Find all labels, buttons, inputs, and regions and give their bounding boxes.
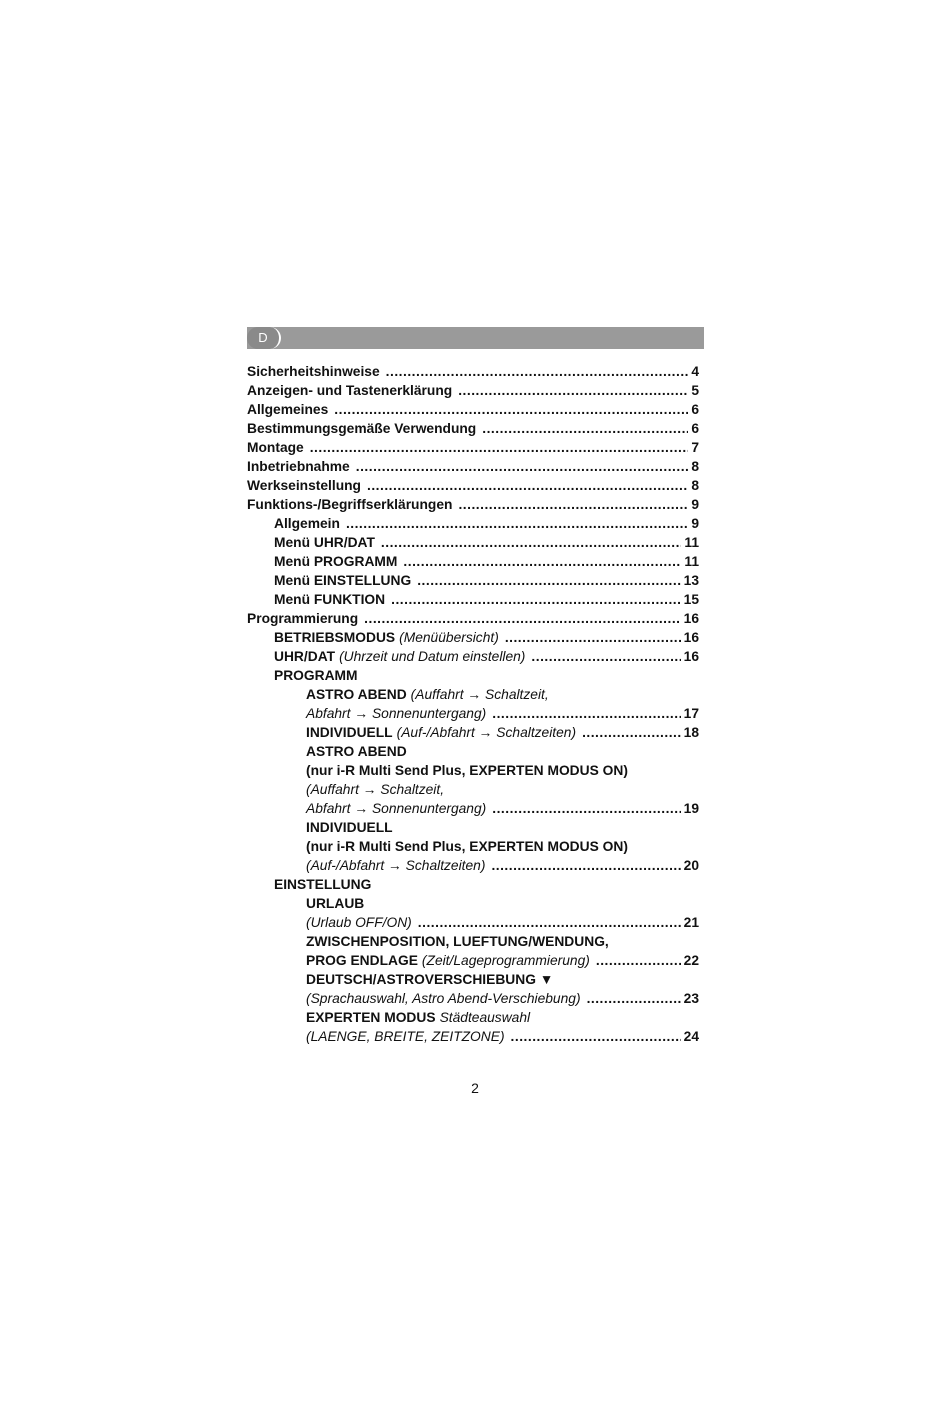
toc-page-number: 24 xyxy=(683,1029,699,1044)
toc-entry-subtitle: (Auffahrt → Schaltzeit, xyxy=(410,687,549,702)
toc-page-number: 19 xyxy=(683,801,699,816)
toc-entry-title: Bestimmungsgemäße Verwendung xyxy=(247,421,477,436)
toc-leader-dots xyxy=(596,951,681,970)
toc-page-number: 15 xyxy=(683,592,699,607)
toc-page-number: 22 xyxy=(683,953,699,968)
toc-entry-title: EINSTELLUNG xyxy=(274,877,372,892)
toc-page-number: 18 xyxy=(683,725,699,740)
toc-entry[interactable] xyxy=(247,1027,699,1046)
toc-entry[interactable] xyxy=(247,438,699,457)
toc-leader-dots xyxy=(458,495,688,514)
toc-leader-dots xyxy=(587,989,681,1008)
toc-leader-dots xyxy=(417,571,680,590)
toc-leader-dots xyxy=(531,647,680,666)
toc-entry[interactable] xyxy=(247,989,699,1008)
toc-entry-title: INDIVIDUELL xyxy=(306,725,393,740)
toc-leader-dots xyxy=(346,514,688,533)
toc-entry-subtitle: (Auf-/Abfahrt → Schaltzeiten) xyxy=(306,858,486,873)
toc-page-number: 9 xyxy=(691,497,699,512)
toc-entry-subtitle: (Urlaub OFF/ON) xyxy=(306,915,412,930)
toc-entry-subtitle: (Menüübersicht) xyxy=(399,630,499,645)
toc-entry[interactable] xyxy=(247,381,699,400)
toc-leader-dots xyxy=(381,533,681,552)
toc-entry-title: PROGRAMM xyxy=(274,668,358,683)
toc-entry-title: ASTRO ABEND xyxy=(306,744,407,759)
toc-entry-title: Menü UHR/DAT xyxy=(274,535,375,550)
toc-entry-title: Funktions-/Begriffserklärungen xyxy=(247,497,453,512)
toc-page-number: 16 xyxy=(683,649,699,664)
toc-page-number: 11 xyxy=(684,554,699,569)
toc-page-number: 17 xyxy=(683,706,699,721)
toc-entry-subtitle: (Auf-/Abfahrt → Schaltzeiten) xyxy=(396,725,577,740)
language-tab: D xyxy=(247,327,281,349)
toc-leader-dots xyxy=(334,400,688,419)
toc-entry[interactable] xyxy=(247,818,699,837)
toc-page-number: 20 xyxy=(683,858,699,873)
toc-entry[interactable] xyxy=(247,514,699,533)
toc-entry-subtitle: Städteauswahl xyxy=(439,1010,531,1025)
toc-leader-dots xyxy=(418,913,681,932)
toc-entry-title: (nur i-R Multi Send Plus, EXPERTEN MODUS ON) xyxy=(306,839,628,854)
toc-entry-title: ASTRO ABEND xyxy=(306,687,407,702)
toc-entry[interactable] xyxy=(247,533,699,552)
toc-leader-dots xyxy=(492,704,680,723)
toc-leader-dots xyxy=(386,362,689,381)
toc-entry-title: Werkseinstellung xyxy=(247,478,361,493)
toc-entry-title: UHR/DAT xyxy=(274,649,336,664)
toc-entry[interactable] xyxy=(247,457,699,476)
toc-entry[interactable] xyxy=(247,647,699,666)
toc-entry-title: Menü FUNKTION xyxy=(274,592,386,607)
toc-entry[interactable] xyxy=(247,571,699,590)
toc-entry[interactable] xyxy=(247,742,699,761)
toc-entry[interactable] xyxy=(247,856,699,875)
toc-entry[interactable] xyxy=(247,970,699,989)
toc-leader-dots xyxy=(364,609,680,628)
toc-entry[interactable] xyxy=(247,685,699,704)
toc-entry-title: Menü PROGRAMM xyxy=(274,554,398,569)
toc-entry-subtitle: (Sprachauswahl, Astro Abend-Verschiebung) xyxy=(306,991,581,1006)
toc-entry-title: Montage xyxy=(247,440,304,455)
toc-entry[interactable] xyxy=(247,799,699,818)
page-number: 2 xyxy=(471,1080,479,1096)
toc-page-number: 5 xyxy=(691,383,699,398)
toc-leader-dots xyxy=(403,552,681,571)
toc-page-number: 16 xyxy=(683,611,699,626)
toc-entry[interactable] xyxy=(247,590,699,609)
toc-entry-title: Anzeigen- und Tastenerklärung xyxy=(247,383,453,398)
toc-entry-title: (nur i-R Multi Send Plus, EXPERTEN MODUS ON) xyxy=(306,763,628,778)
toc-leader-dots xyxy=(492,799,680,818)
toc-page-number: 9 xyxy=(691,516,699,531)
toc-page-number: 23 xyxy=(683,991,699,1006)
toc-entry-title: DEUTSCH/ASTROVERSCHIEBUNG ▼ xyxy=(306,972,554,987)
toc-leader-dots xyxy=(356,457,689,476)
toc-page-number: 6 xyxy=(691,421,699,436)
toc-entry[interactable] xyxy=(247,894,699,913)
section-header-bar xyxy=(247,327,704,349)
toc-page-number: 6 xyxy=(691,402,699,417)
toc-entry-title: Sicherheitshinweise xyxy=(247,364,380,379)
toc-entry[interactable] xyxy=(247,476,699,495)
toc-leader-dots xyxy=(310,438,689,457)
toc-entry-title: BETRIEBSMODUS xyxy=(274,630,396,645)
toc-leader-dots xyxy=(491,856,680,875)
toc-page-number: 16 xyxy=(683,630,699,645)
toc-entry-subtitle: (Uhrzeit und Datum einstellen) xyxy=(339,649,526,664)
toc-leader-dots xyxy=(367,476,688,495)
toc-entry[interactable] xyxy=(247,951,699,970)
toc-entry[interactable] xyxy=(247,780,699,799)
toc-entry[interactable] xyxy=(247,932,699,951)
toc-entry[interactable] xyxy=(247,913,699,932)
toc-entry-subtitle: Abfahrt → Sonnenuntergang) xyxy=(306,706,487,721)
toc-page-number: 21 xyxy=(683,915,699,930)
toc-entry-title: INDIVIDUELL xyxy=(306,820,393,835)
toc-entry[interactable] xyxy=(247,837,699,856)
toc-entry[interactable] xyxy=(247,362,699,381)
toc-entry-subtitle: (LAENGE, BREITE, ZEITZONE) xyxy=(306,1029,505,1044)
toc-entry-title: Menü EINSTELLUNG xyxy=(274,573,412,588)
toc-entry[interactable] xyxy=(247,400,699,419)
toc-leader-dots xyxy=(482,419,688,438)
toc-leader-dots xyxy=(511,1027,681,1046)
toc-entry-subtitle: (Zeit/Lageprogrammierung) xyxy=(421,953,590,968)
toc-entry[interactable] xyxy=(247,552,699,571)
toc-entry[interactable] xyxy=(247,495,699,514)
toc-entry[interactable] xyxy=(247,761,699,780)
toc-page-number: 7 xyxy=(691,440,699,455)
toc-page-number: 13 xyxy=(683,573,699,588)
table-of-contents xyxy=(247,362,699,1046)
toc-leader-dots xyxy=(458,381,688,400)
toc-entry[interactable] xyxy=(247,875,699,894)
toc-entry[interactable] xyxy=(247,704,699,723)
toc-entry-title: URLAUB xyxy=(306,896,365,911)
toc-entry[interactable] xyxy=(247,609,699,628)
toc-entry-title: Allgemeines xyxy=(247,402,329,417)
toc-entry-title: Programmierung xyxy=(247,611,359,626)
toc-entry-title: Allgemein xyxy=(274,516,340,531)
toc-page-number: 8 xyxy=(691,459,699,474)
toc-entry[interactable] xyxy=(247,1008,699,1027)
toc-entry-subtitle: Abfahrt → Sonnenuntergang) xyxy=(306,801,487,816)
toc-entry[interactable] xyxy=(247,419,699,438)
toc-entry[interactable] xyxy=(247,666,699,685)
toc-page-number: 4 xyxy=(691,364,699,379)
toc-entry[interactable] xyxy=(247,628,699,647)
toc-page-number: 11 xyxy=(684,535,699,550)
toc-entry-subtitle: (Auffahrt → Schaltzeit, xyxy=(306,782,445,797)
toc-entry-title: EXPERTEN MODUS xyxy=(306,1010,436,1025)
toc-page-number: 8 xyxy=(691,478,699,493)
toc-entry-title: Inbetriebnahme xyxy=(247,459,350,474)
toc-entry-title: ZWISCHENPOSITION, LUEFTUNG/WENDUNG, xyxy=(306,934,609,949)
toc-leader-dots xyxy=(582,723,681,742)
toc-leader-dots xyxy=(505,628,681,647)
toc-entry-title: PROG ENDLAGE xyxy=(306,953,418,968)
toc-entry[interactable] xyxy=(247,723,699,742)
toc-leader-dots xyxy=(391,590,681,609)
